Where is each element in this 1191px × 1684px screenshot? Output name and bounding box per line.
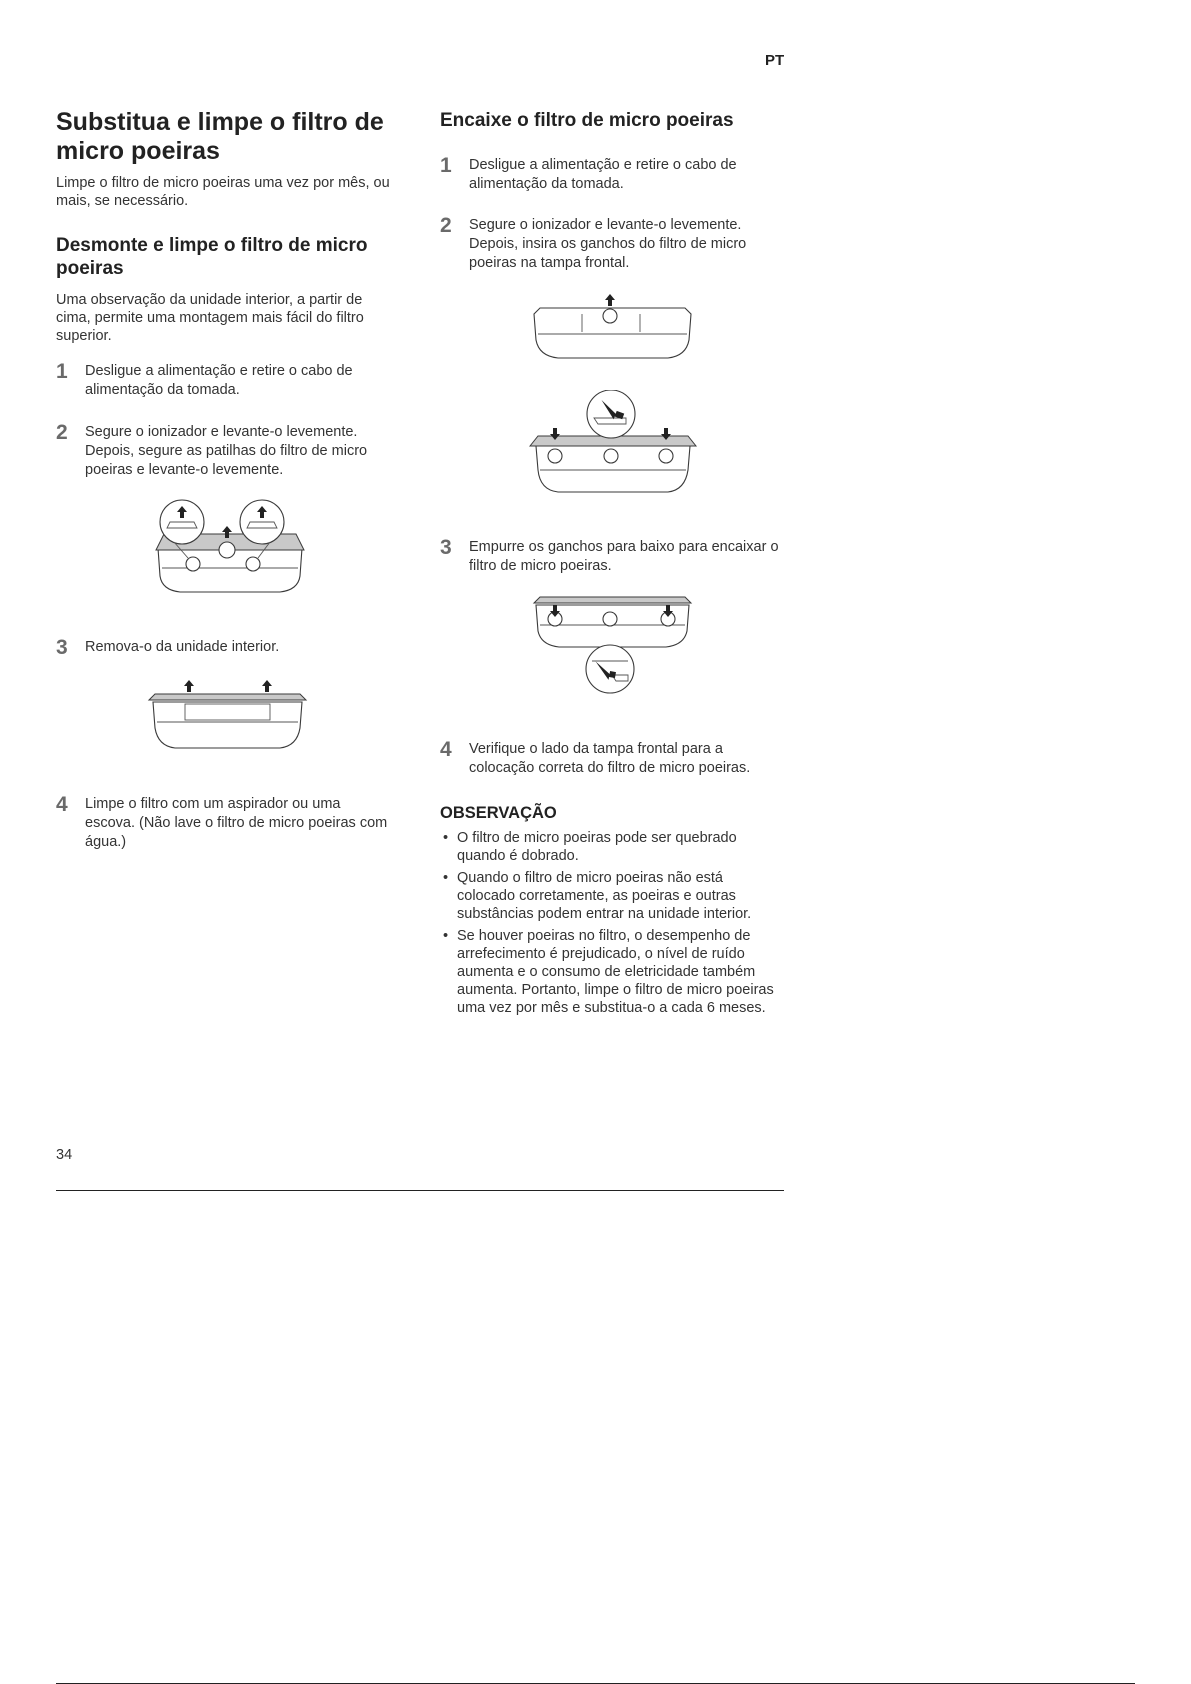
note-item: • Se houver poeiras no filtro, o desempenho de arrefecimento é prejudicado, o nível de ruído aumenta e o consumo de eletricidade também aumenta. Portanto, limpe o filtro de micro poeiras uma vez por mês e substitua-o a cada 6 meses.: [443, 928, 774, 1016]
intro-text: Limpe o filtro de micro poeiras uma vez por mês, ou mais, se necessário.: [56, 175, 390, 209]
illustration-remove-filter: [145, 680, 310, 752]
illustration-lift-filter: [150, 498, 310, 598]
page-number: 34: [56, 1147, 73, 1163]
step-text: Segure o ionizador e levante-o levemente. Depois, insira os ganchos do filtro de micro poeiras na tampa frontal.: [469, 217, 747, 271]
note-item: • O filtro de micro poeiras pode ser quebrado quando é dobrado.: [443, 830, 737, 864]
footer-divider: [56, 1190, 784, 1191]
step-number: 4: [56, 793, 68, 816]
step-text: Desligue a alimentação e retire o cabo de alimentação da tomada.: [469, 157, 737, 192]
note-item: • Quando o filtro de micro poeiras não está colocado corretamente, as poeiras e outras substâncias podem entrar na unidade interior.: [443, 870, 752, 922]
illustration-insert-hooks: [528, 390, 698, 495]
illustration-lift-ionizer: [530, 292, 695, 362]
step-number: 2: [56, 421, 68, 444]
section-title-install: Encaixe o filtro de micro poeiras: [440, 110, 734, 131]
note-list: [440, 829, 785, 1021]
section-intro-disassemble: Uma observação da unidade interior, a partir de cima, permite uma montagem mais fácil do filtro superior.: [56, 292, 364, 344]
step-number: 3: [56, 636, 68, 659]
step-number: 3: [440, 536, 452, 559]
language-code: PT: [765, 52, 785, 69]
step-text: Verifique o lado da tampa frontal para a colocação correta do filtro de micro poeiras.: [469, 741, 751, 776]
step-text: Desligue a alimentação e retire o cabo de alimentação da tomada.: [85, 363, 353, 398]
note-title: OBSERVAÇÃO: [440, 804, 557, 822]
illustration-push-hooks: [530, 595, 695, 695]
step-text: Empurre os ganchos para baixo para encaixar o filtro de micro poeiras.: [469, 539, 779, 574]
step-number: 4: [440, 738, 452, 761]
step-number: 1: [440, 154, 452, 177]
step-text: Segure o ionizador e levante-o levemente. Depois, segure as patilhas do filtro de micro poeiras e levante-o levemente.: [85, 424, 368, 478]
page-title: Substitua e limpe o filtro de micro poeiras: [56, 108, 384, 165]
section-title-disassemble: Desmonte e limpe o filtro de micro poeiras: [56, 235, 368, 279]
step-text: Remova-o da unidade interior.: [85, 639, 280, 655]
step-text: Limpe o filtro com um aspirador ou uma escova. (Não lave o filtro de micro poeiras com água.): [85, 796, 388, 850]
step-number: 2: [440, 214, 452, 237]
step-number: 1: [56, 360, 68, 383]
